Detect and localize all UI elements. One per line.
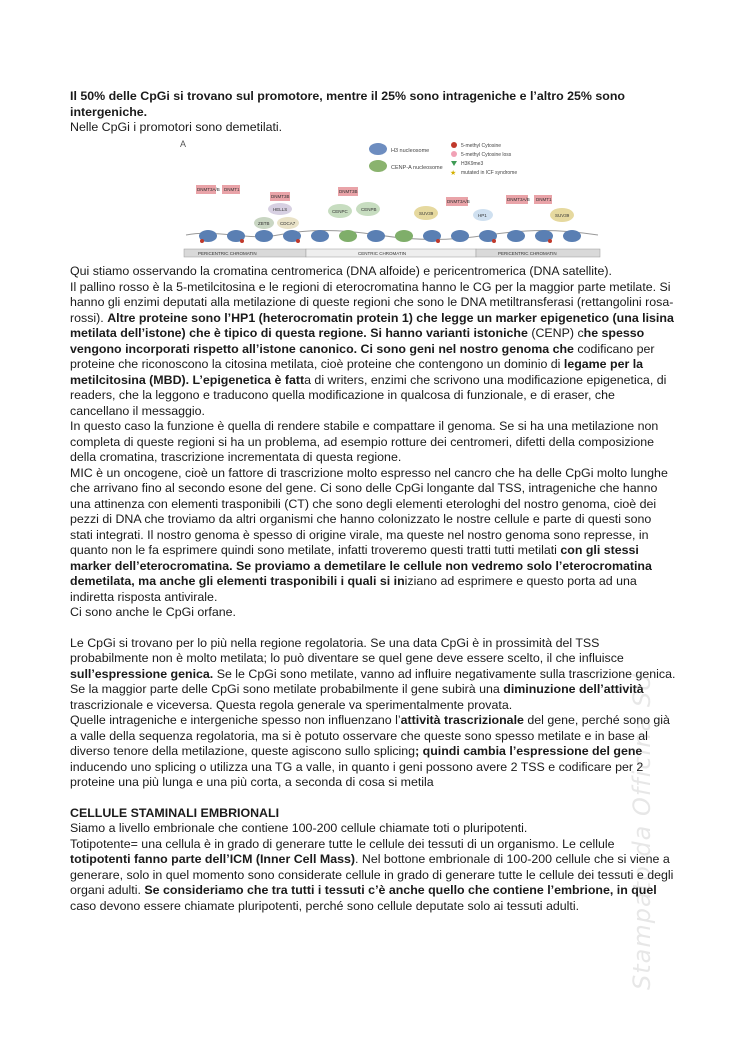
- nucleosome: [255, 230, 273, 242]
- protein-label: DNMT3A/B: [197, 187, 220, 192]
- intro-bold-text: Il 50% delle CpGi si trovano sul promotore, mentre il 25% sono intrageniche e l’altro 25% sono intergeniche.: [70, 89, 625, 119]
- cenpa-nucleosome-icon: [369, 160, 387, 172]
- nucleosome: [367, 230, 385, 242]
- nucleosome: [563, 230, 581, 242]
- legend-h3: H3 nucleosome: [391, 148, 430, 154]
- paragraph-1: [70, 264, 676, 419]
- protein-label: DNMT1: [536, 197, 552, 202]
- methyl-dot: [296, 239, 300, 243]
- protein-label: DNMT1: [224, 187, 240, 192]
- methyl-dot: [436, 239, 440, 243]
- p5-bold: diminuzione dell’attività: [503, 682, 644, 696]
- p5-text: trascrizionale e viceversa. Questa regola generale va sperimentalmente provata.: [70, 697, 513, 712]
- nucleosome: [311, 230, 329, 242]
- figure-panel-label: A: [180, 139, 187, 149]
- bar-label: PERICENTRIC CHROMATIN: [498, 251, 557, 256]
- nucleosome: [339, 230, 357, 242]
- legend-h3k9me3: H3K9me3: [461, 161, 484, 167]
- protein-label: HELLS: [273, 207, 288, 212]
- h3k9me3-icon: [451, 161, 457, 166]
- methyl-dot: [240, 239, 244, 243]
- p3-text: MIC è un oncogene, cioè un fattore di trascrizione molto espresso nel cancro che ha delle CpGi molto lunghe che arrivano fino al secondo esone del gene. Ci sono delle CpGi longante dal TSS, intrageniche che hanno una attinenza con elementi trasponibili (CT) che sono degli elementi eterologhi del nostro genoma, cioè dei pezzi di DNA che troviamo da altri organismi che hanno colonizzato le nostre cellule e parte di questi sono stati integrati. Il nostro genoma è spesso di origine virale, ma queste nel nostro genoma sono represse, in quanto non le fa esprimere quindi sono metilate, infatti troveremo questi tratti tutti metilati: [70, 465, 668, 557]
- legend-icf: mutated in ICF syndrome: [461, 170, 518, 176]
- p1-text: codificano per proteine che riconoscono la citosina metilata, cioè proteine che contengono un dominio di: [70, 341, 655, 371]
- bar-label: PERICENTRIC CHROMATIN: [198, 251, 257, 256]
- intro-block: [70, 89, 676, 136]
- methyl-dot: [548, 239, 552, 243]
- nucleosome-row: [199, 230, 581, 242]
- star-icon: ★: [450, 170, 457, 177]
- protein-group: [196, 185, 574, 229]
- p1-bold: he spesso vengono incorporati rispetto all’istone canonico. Ci sono geni nel nostro genoma che: [70, 326, 645, 356]
- p3-bold: con gli stessi marker dell’eterocromatina. Se proviamo a demetilare le cellule non vedremo solo l’eterocromatina demetilata, ma anche gli elementi trasponibili i quali si in: [70, 543, 652, 588]
- main-body: [70, 264, 676, 914]
- methyl-cytosine-icon: [451, 142, 457, 148]
- nucleosome: [395, 230, 413, 242]
- protein-label: HP1: [478, 213, 487, 218]
- protein-label: SUV39: [419, 211, 434, 216]
- paragraph-3: [70, 466, 676, 606]
- methyl-loss-icon: [451, 151, 457, 157]
- p1-text: (CENP) c: [527, 326, 584, 340]
- section-line-1: Siamo a livello embrionale che contiene 100-200 cellule chiamate toti o pluripotenti.: [70, 821, 528, 835]
- chromatin-figure: [178, 137, 656, 260]
- section-paragraph: [70, 837, 676, 915]
- protein-label: CENPC: [332, 209, 348, 214]
- p6-bold: attività trascrizionale: [400, 713, 524, 727]
- intro-line-2: Nelle CpGi i promotori sono demetilati.: [70, 120, 283, 134]
- p1-text: Il pallino rosso è la 5-metilcitosina e le regioni di eterocromatina hanno le CG per la maggior parte metilate. Si hanno gli enzimi deputati alla metilazione di queste regioni che sono le DNA metiltransferasi (rettangolini rosa-rossi).: [70, 279, 674, 325]
- nucleosome: [507, 230, 525, 242]
- spacer: [70, 621, 676, 636]
- p6-text: inducendo uno splicing o utilizza una TG a valle, in quanto i geni possono avere 2 TSS e codificare per 2 proteine una più lunga e una più corta, a seconda di cosa si metila: [70, 759, 644, 789]
- paragraph-2: In questo caso la funzione è quella di rendere stabile e compattare il genoma. Se si ha una metilazione non completa di queste regioni si ha un problema, ad esempio rotture dei centromeri, difetti della composizione della cromatina, trascrizione incrementata di questa regione.: [70, 419, 659, 464]
- p6-text: del gene, perché sono già a valle della sequenza regolatoria, ma si è potuto osservare che queste sono spesso metilate e in base al diverso tenore della metilazione, queste agiscono sullo splicing: [70, 713, 670, 758]
- protein-label: DNMT3B: [271, 194, 290, 199]
- p1-bold: legame per la metilcitosina (MBD). L’epigenetica è fatt: [70, 357, 644, 387]
- legend-5mc: 5-methyl Cytosine: [461, 143, 502, 149]
- paragraph-4: Ci sono anche le CpGi orfane.: [70, 605, 236, 619]
- section-heading: CELLULE STAMINALI EMBRIONALI: [70, 805, 280, 820]
- bar-label: CENTRIC CHROMATIN: [358, 251, 407, 256]
- protein-label: SUV39: [555, 213, 570, 218]
- p1-bold: Altre proteine sono l’HP1 (heterocromatin protein 1) che legge un marker epigenetico (una lisina metilata dell’istone) che è tipico di questa regione. Si hanno varianti istoniche: [70, 310, 674, 340]
- protein-label: CDCA7: [280, 221, 296, 226]
- p5-bold: sull’espressione genica.: [70, 666, 214, 681]
- section-text: Totipotente= una cellula è in grado di generare tutte le cellule dei tessuti di un organismo. Le cellule: [70, 836, 615, 851]
- intro-line-1: [70, 89, 676, 120]
- watermark: Stampato da Officina SU: [628, 672, 656, 990]
- protein-label: DNMT3A/B: [507, 197, 530, 202]
- protein-label: CENPB: [361, 207, 377, 212]
- protein-label: DNMT3A/B: [447, 199, 470, 204]
- spacer: [70, 791, 676, 806]
- section-bold: Se consideriamo che tra tutti i tessuti c’è anche quello che contiene l’embrione, in quel: [144, 883, 657, 897]
- p6-text: Quelle intrageniche e intergeniche spesso non influenzano l’: [70, 713, 401, 727]
- methyl-dot: [200, 239, 204, 243]
- paragraph-6: [70, 713, 676, 791]
- legend-5mc-loss: 5-methyl Cytosine loss: [461, 152, 512, 158]
- p3-text: iziano ad esprimere e questo porta ad una indiretta risposta antivirale.: [70, 574, 637, 604]
- nucleosome: [451, 230, 469, 242]
- h3-nucleosome-icon: [369, 143, 387, 155]
- section-bold: totipotenti fanno parte dell’ICM (Inner Cell Mass): [70, 852, 355, 866]
- p1-text: Qui stiamo osservando la cromatina centromerica (DNA alfoide) e pericentromerica (DNA satellite).: [70, 264, 612, 278]
- p5-text: Le CpGi si trovano per lo più nella regione regolatoria. Se una data CpGi è in prossimità del TSS probabilmente non è molto metilata; lo può diventare se quel gene deve essere scelto, il che influisce: [70, 635, 624, 665]
- p1-text: a di writers, enzimi che scrivono una modificazione epigenetica, di readers, che la leggono e traducono quella modificazione in qualcosa di funzionale, e di eraser, che cancellano il messaggio.: [70, 372, 667, 418]
- paragraph-5: [70, 636, 676, 714]
- section-text: caso devono essere chiamate pluripotenti, perché sono cellule deputate solo ai tessuti adulti.: [70, 898, 580, 913]
- p5-text: Se le CpGi sono metilate, vanno ad influire negativamente sulla trascrizione genica. Se la maggior parte delle CpGi sono metilate probabilmente il gene subirà una: [70, 666, 676, 696]
- methyl-dot: [492, 239, 496, 243]
- legend-cenpa: CENP-A nucleosome: [391, 165, 443, 171]
- protein-label: ZBTB: [258, 221, 270, 226]
- figure-legend: [369, 142, 517, 177]
- section-text: . Nel bottone embrionale di 100-200 cellule che si viene a generare, solo in quel momento sono considerate cellule in grado di generare tutte le cellule dei tessuti e degli organi adulti.: [70, 852, 674, 897]
- protein-label: DNMT3B: [339, 189, 358, 194]
- p6-bold: ; quindi cambia l’espressione del gene: [415, 744, 643, 758]
